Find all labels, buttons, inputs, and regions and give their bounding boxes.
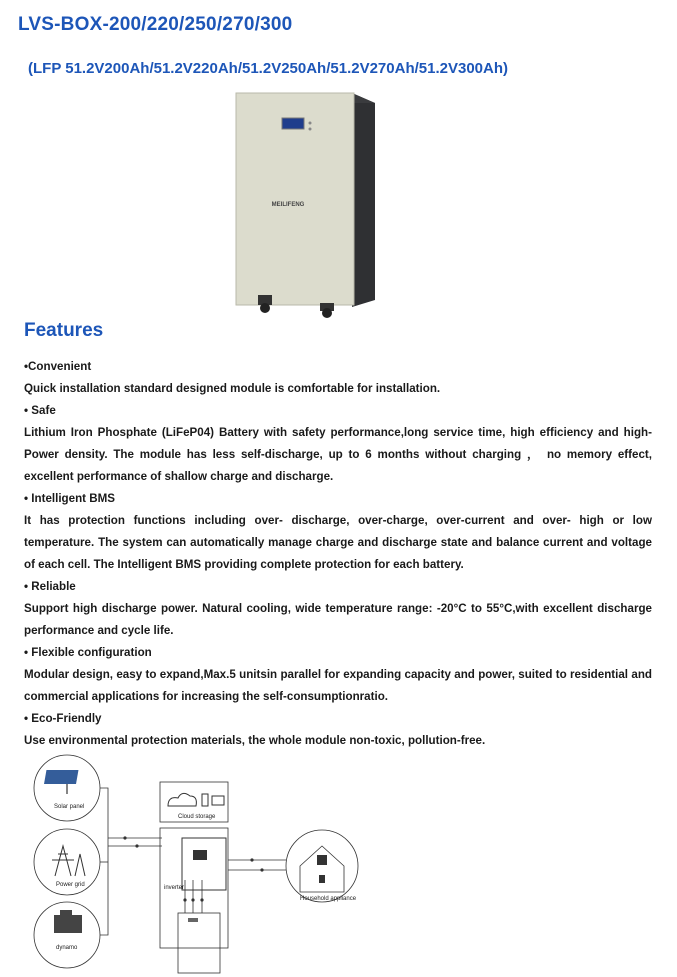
cloud-storage-label: Cloud storage <box>178 814 216 820</box>
feature-bms-title: • Intelligent BMS <box>24 492 116 505</box>
feature-flexible-title: • Flexible configuration <box>24 646 152 659</box>
feature-safe-title: • Safe <box>24 404 56 417</box>
feature-eco-title: • Eco-Friendly <box>24 712 102 725</box>
solar-panel-label: Solar panel <box>54 804 85 810</box>
feature-eco-text: Use environmental protection materials, the whole module non-toxic, pollution-free. <box>24 734 486 747</box>
feature-convenient-text: Quick installation standard designed module is comfortable for installation. <box>24 382 441 395</box>
system-diagram <box>30 750 370 975</box>
feature-bms-text: It has protection functions including over- discharge, over-charge, over-current and over- high or low temperature. The system can automatically manage charge and discharge state and balance current and voltage of each cell. The Intelligent BMS providing complete protection for each battery. <box>24 514 652 571</box>
inverter-label: inverter <box>164 885 185 891</box>
solar-panel-icon <box>44 770 78 794</box>
power-grid-icon <box>52 846 85 876</box>
feature-reliable-text: Support high discharge power. Natural cooling, wide temperature range: -20°C to 55°C,with excellent discharge performance and cycle life. <box>24 602 652 637</box>
page-subtitle: (LFP 51.2V200Ah/51.2V220Ah/51.2V250Ah/51.2V270Ah/51.2V300Ah) <box>28 60 508 77</box>
household-node <box>286 830 358 902</box>
dynamo-label: dynamo <box>56 945 78 951</box>
feature-safe-text: Lithium Iron Phosphate (LiFeP04) Battery with safety performance,long service time, high efficiency and high-Power density. The module has less self-discharge, up to 6 months without charging ， no memory effect, excellent performance of shallow charge and discharge. <box>24 426 652 483</box>
cloud-icon <box>168 793 224 806</box>
feature-convenient-title: •Convenient <box>24 360 92 373</box>
battery-box <box>178 913 220 973</box>
features-heading: Features <box>24 320 104 341</box>
product-brand-logo: MEILIFENG <box>271 202 305 208</box>
household-label: Household appliance <box>300 896 357 902</box>
feature-reliable-title: • Reliable <box>24 580 76 593</box>
dynamo-icon <box>54 910 82 933</box>
battery-icon <box>188 918 198 922</box>
feature-flexible-text: Modular design, easy to expand,Max.5 unitsin parallel for expanding capacity and power, suited to residential and commercial applications for increasing the self-consumptionratio. <box>24 668 652 703</box>
power-grid-label: Power grid <box>56 882 85 888</box>
battery-product-image <box>232 85 382 320</box>
features-list <box>24 356 652 752</box>
page-title: LVS-BOX-200/220/250/270/300 <box>18 14 293 35</box>
household-icon <box>317 855 327 883</box>
inverter-icon <box>193 850 207 860</box>
